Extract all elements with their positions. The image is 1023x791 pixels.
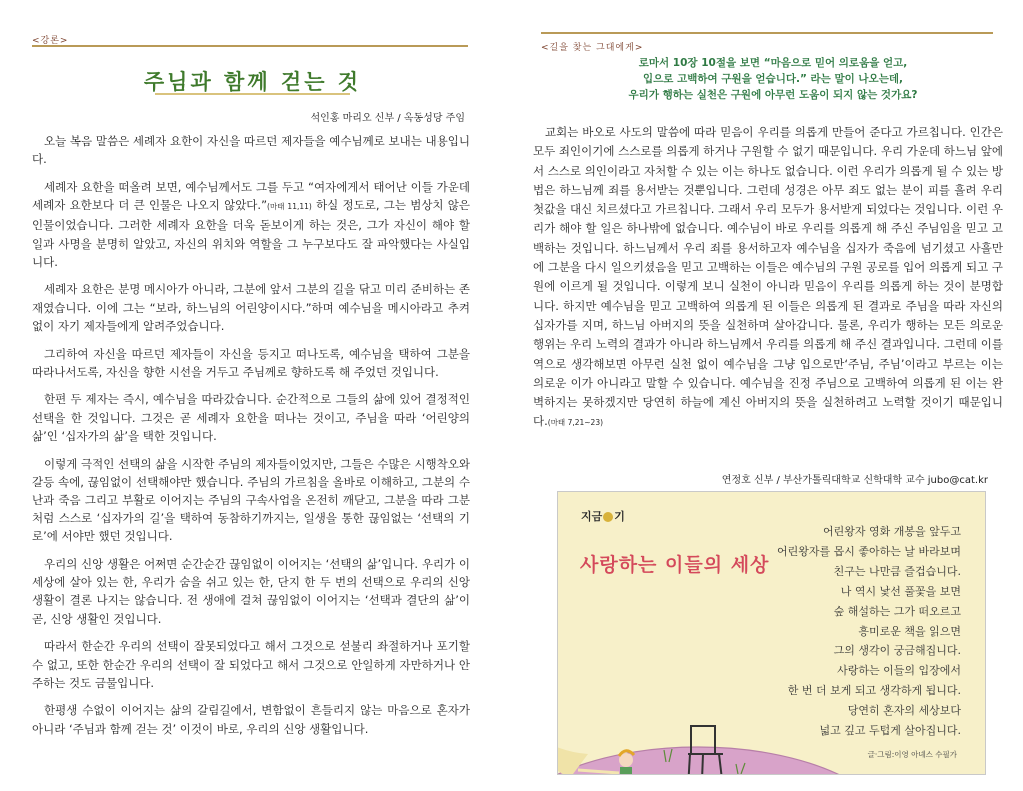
card-poem [756, 522, 961, 741]
article-title [0, 66, 505, 96]
poem-line: 넓고 깊고 두텁게 살아집니다. [819, 724, 961, 738]
card-title: 사랑하는 이들의 세상 [580, 554, 770, 576]
poem-line: 친구는 나만큼 즐겁습니다. [833, 564, 961, 578]
homily-body [32, 132, 470, 747]
poem-line: 나 역시 낯선 풀꽃을 보면 [840, 584, 961, 598]
answer-body [533, 123, 1003, 433]
top-rule [541, 32, 993, 34]
homily-paragraph: 오늘 복음 말씀은 세례자 요한이 자신을 따르던 제자들을 예수님께로 보내는 내용입니다. [32, 134, 470, 167]
card-series-tag: 지금 기 [581, 510, 625, 523]
byline: 석인홍 마리오 신부 / 옥동성당 주임 [310, 113, 465, 124]
poem-line: 어린왕자 영화 개봉을 앞두고 [822, 525, 961, 538]
question-quote [543, 55, 1003, 103]
card-credit: 글·그림:이영 아녜스 수필가 [867, 750, 957, 759]
blot-icon [603, 512, 613, 522]
answer-paragraph: 교회는 바오로 사도의 말씀에 따라 믿음이 우리를 의롭게 만들어 준다고 가르칩니다. 인간은 모두 죄인이기에 스스로를 의롭게 하거나 구원할 수 없기 때문입니다. 우리 가운데 하느님 앞에서 스스로 의인이라고 자처할 수 있는 이는 하나도 없습니다. 이런 우리가 의롭게 될 수 있는 방법은 하느님께 죄를 용서받는 것뿐입니다. 그런데 성경은 아무 죄도 없는 분이 피를 흘려 우리 첫값을 대신 치르셨다고 가르칩니다. 그래서 우리 모두가 용서받게 되었다는 것입니다. 이런 우리가 해야 할 일은 하나밖에 없습니다. 예수님이 바로 우리를 의롭게 해 주신 주님임을 믿고 고백하는 것입니다. 하느님께서 우리 죄를 용서하고자 예수님을 십자가 죽음에 넘기셨고 사흘만에 그분을 다시 일으키셨음을 믿고 고백하는 이들은 예수님의 구원 공로를 입어 의롭게 되고 구원에 이르게 될 것입니다. 이렇게 보니 실천이 아니라 믿음이 우리를 의롭게 하는 것이 분명합니다. 하지만 예수님을 믿고 고백하여 의롭게 된 이들은 의롭게 된 결과로 주님을 따라 자신의 십자가를 지며, 하느님 아버지의 뜻을 실천하며 살아갑니다. 물론, 우리가 행하는 모든 의로운 행위는 우리 노력의 결과가 아니라 하느님께서 우리를 의롭게 해 주신 결과입니다. 그런데 이를 역으로 생각해보면 아무런 실천 없이 예수님을 그냥 입으로만‘주님, 주님’이라고 부르는 이는 의로운 이가 아니라고 말할 수 있습니다. 예수님을 진정 주님으로 고백하여 의롭게 된 이는 완벽하지는 못하겠지만 당연히 하늘에 계신 아버지의 뜻을 실천하려고 노력할 것이기 때문입니다.(마태 7,21~23) [533, 125, 1003, 429]
article-title-text: 주님과 함께 걷는 것 [143, 70, 362, 94]
poem-line: 그의 생각이 궁금해집니다. [833, 644, 961, 658]
section-tag: <강론> [32, 36, 69, 46]
poem-line: 당연히 혼자의 세상보다 [847, 704, 961, 718]
homily-paragraph: 세례자 요한은 분명 메시아가 아니라, 그분에 앞서 그분의 길을 닦고 미리 준비하는 존재였습니다. 이에 그는 “보라, 하느님의 어린양이시다.”하며 예수님을 메시아라고 추켜 없이 자기 제자들에게 알려주었습니다. [32, 282, 470, 333]
poem-line: 한 번 더 보게 되고 생각하게 됩니다. [787, 684, 961, 698]
poem-line: 흥미로운 책을 읽으면 [858, 624, 961, 638]
section-tag: <길을 찾는 그대에게> [541, 43, 644, 53]
homily-paragraph: 세례자 요한을 떠올려 보면, 예수님께서도 그를 두고 “여자에게서 태어난 이들 가운데 세례자 요한보다 더 큰 인물은 나오지 않았다.”(마태 11,11) 하실 정도로, 그는 범상치 않은 인물이었습니다. 그러한 세례자 요한을 더욱 돋보이게 하는 것은, 그가 자신이 해야 할 일과 사명을 분명히 알았고, 자신의 위치와 역할을 그 누구보다도 잘 파악했다는 사실입니다. [32, 179, 470, 269]
homily-paragraph: 우리의 신앙 생활은 어쩌면 순간순간 끊임없이 이어지는 ‘선택의 삶’입니다. 우리가 이 세상에 살아 있는 한, 우리가 숨을 쉬고 있는 한, 단지 한 두 번의 선택으로 우리의 신앙 생활이 결론 나지는 않습니다. 전 생애에 걸쳐 끊임없이 이어지는 ‘선택과 결단의 삶’이 곧, 신앙 생활인 것입니다. [32, 557, 470, 626]
right-page [525, 0, 1023, 791]
quote-line: 로마서 10장 10절을 보면 “마음으로 믿어 의로움을 얻고, [638, 57, 908, 69]
poem-line: 사랑하는 이들의 입장에서 [837, 664, 961, 678]
homily-paragraph: 이렇게 극적인 선택의 삶을 시작한 주님의 제자들이었지만, 그들은 수많은 시행착오와 갈등 속에, 끊임없이 선택해야만 했습니다. 주님의 가르침을 올바로 이해하고, 그분의 수난과 죽음 그리고 부활로 이어지는 주님의 구속사업을 온전히 깨닫고, 그분을 따라 그분처럼 스스로 ‘십자가의 길’을 택하여 동참하기까지는, 일생을 통한 끊임없는 ‘선택의 기로’에 서야만 했던 것입니다. [32, 456, 470, 544]
poem-line: 숲 해설하는 그가 떠오르고 [833, 604, 961, 618]
homily-paragraph: 그리하여 자신을 따르던 제자들이 자신을 등지고 떠나도록, 예수님을 택하여 그분을 따라나서도록, 자신을 향한 시선을 거두고 주님께로 향하도록 해 주었던 것입니다. [32, 346, 470, 379]
homily-paragraph: 한평생 수없이 이어지는 삶의 갈림길에서, 변함없이 흔들리지 않는 마음으로 혼자가 아니라 ‘주님과 함께 걷는 것’ 이것이 바로, 우리의 신앙 생활입니다. [32, 703, 470, 736]
quote-line: 우리가 행하는 실천은 구원에 아무런 도움이 되지 않는 것가요? [628, 89, 918, 101]
left-page [0, 0, 505, 791]
top-rule [32, 45, 468, 47]
bible-ref: (마태 11,11) [267, 202, 312, 212]
poem-line: 어린왕자를 몹시 좋아하는 날 바라보며 [776, 544, 961, 558]
bible-ref: (마태 7,21~23) [547, 418, 604, 428]
author-line: 연정호 신부 / 부산가톨릭대학교 신학대학 교수 jubo@cat.kr [721, 475, 988, 486]
essay-card [557, 491, 986, 775]
homily-paragraph: 한편 두 제자는 즉시, 예수님을 따라갔습니다. 순간적으로 그들의 삶에 있어 결정적인 선택을 한 것입니다. 그것은 곧 세례자 요한을 떠나는 것이고, 주님을 따라 ‘어린양의 삶’인 ‘십자가의 삶’을 택한 것입니다. [32, 392, 470, 443]
quote-line: 입으로 고백하여 구원을 얻습니다.” 라는 말이 나오는데, [643, 73, 903, 85]
homily-paragraph: 따라서 한순간 우리의 선택이 잘못되었다고 해서 그것으로 섣불리 좌절하거나 포기할 수 없고, 또한 한순간 우리의 선택이 잘 되었다고 해서 그것으로 안일하게 자만하거나 안주하는 것도 금물입니다. [32, 639, 470, 690]
title-underline [155, 93, 350, 95]
